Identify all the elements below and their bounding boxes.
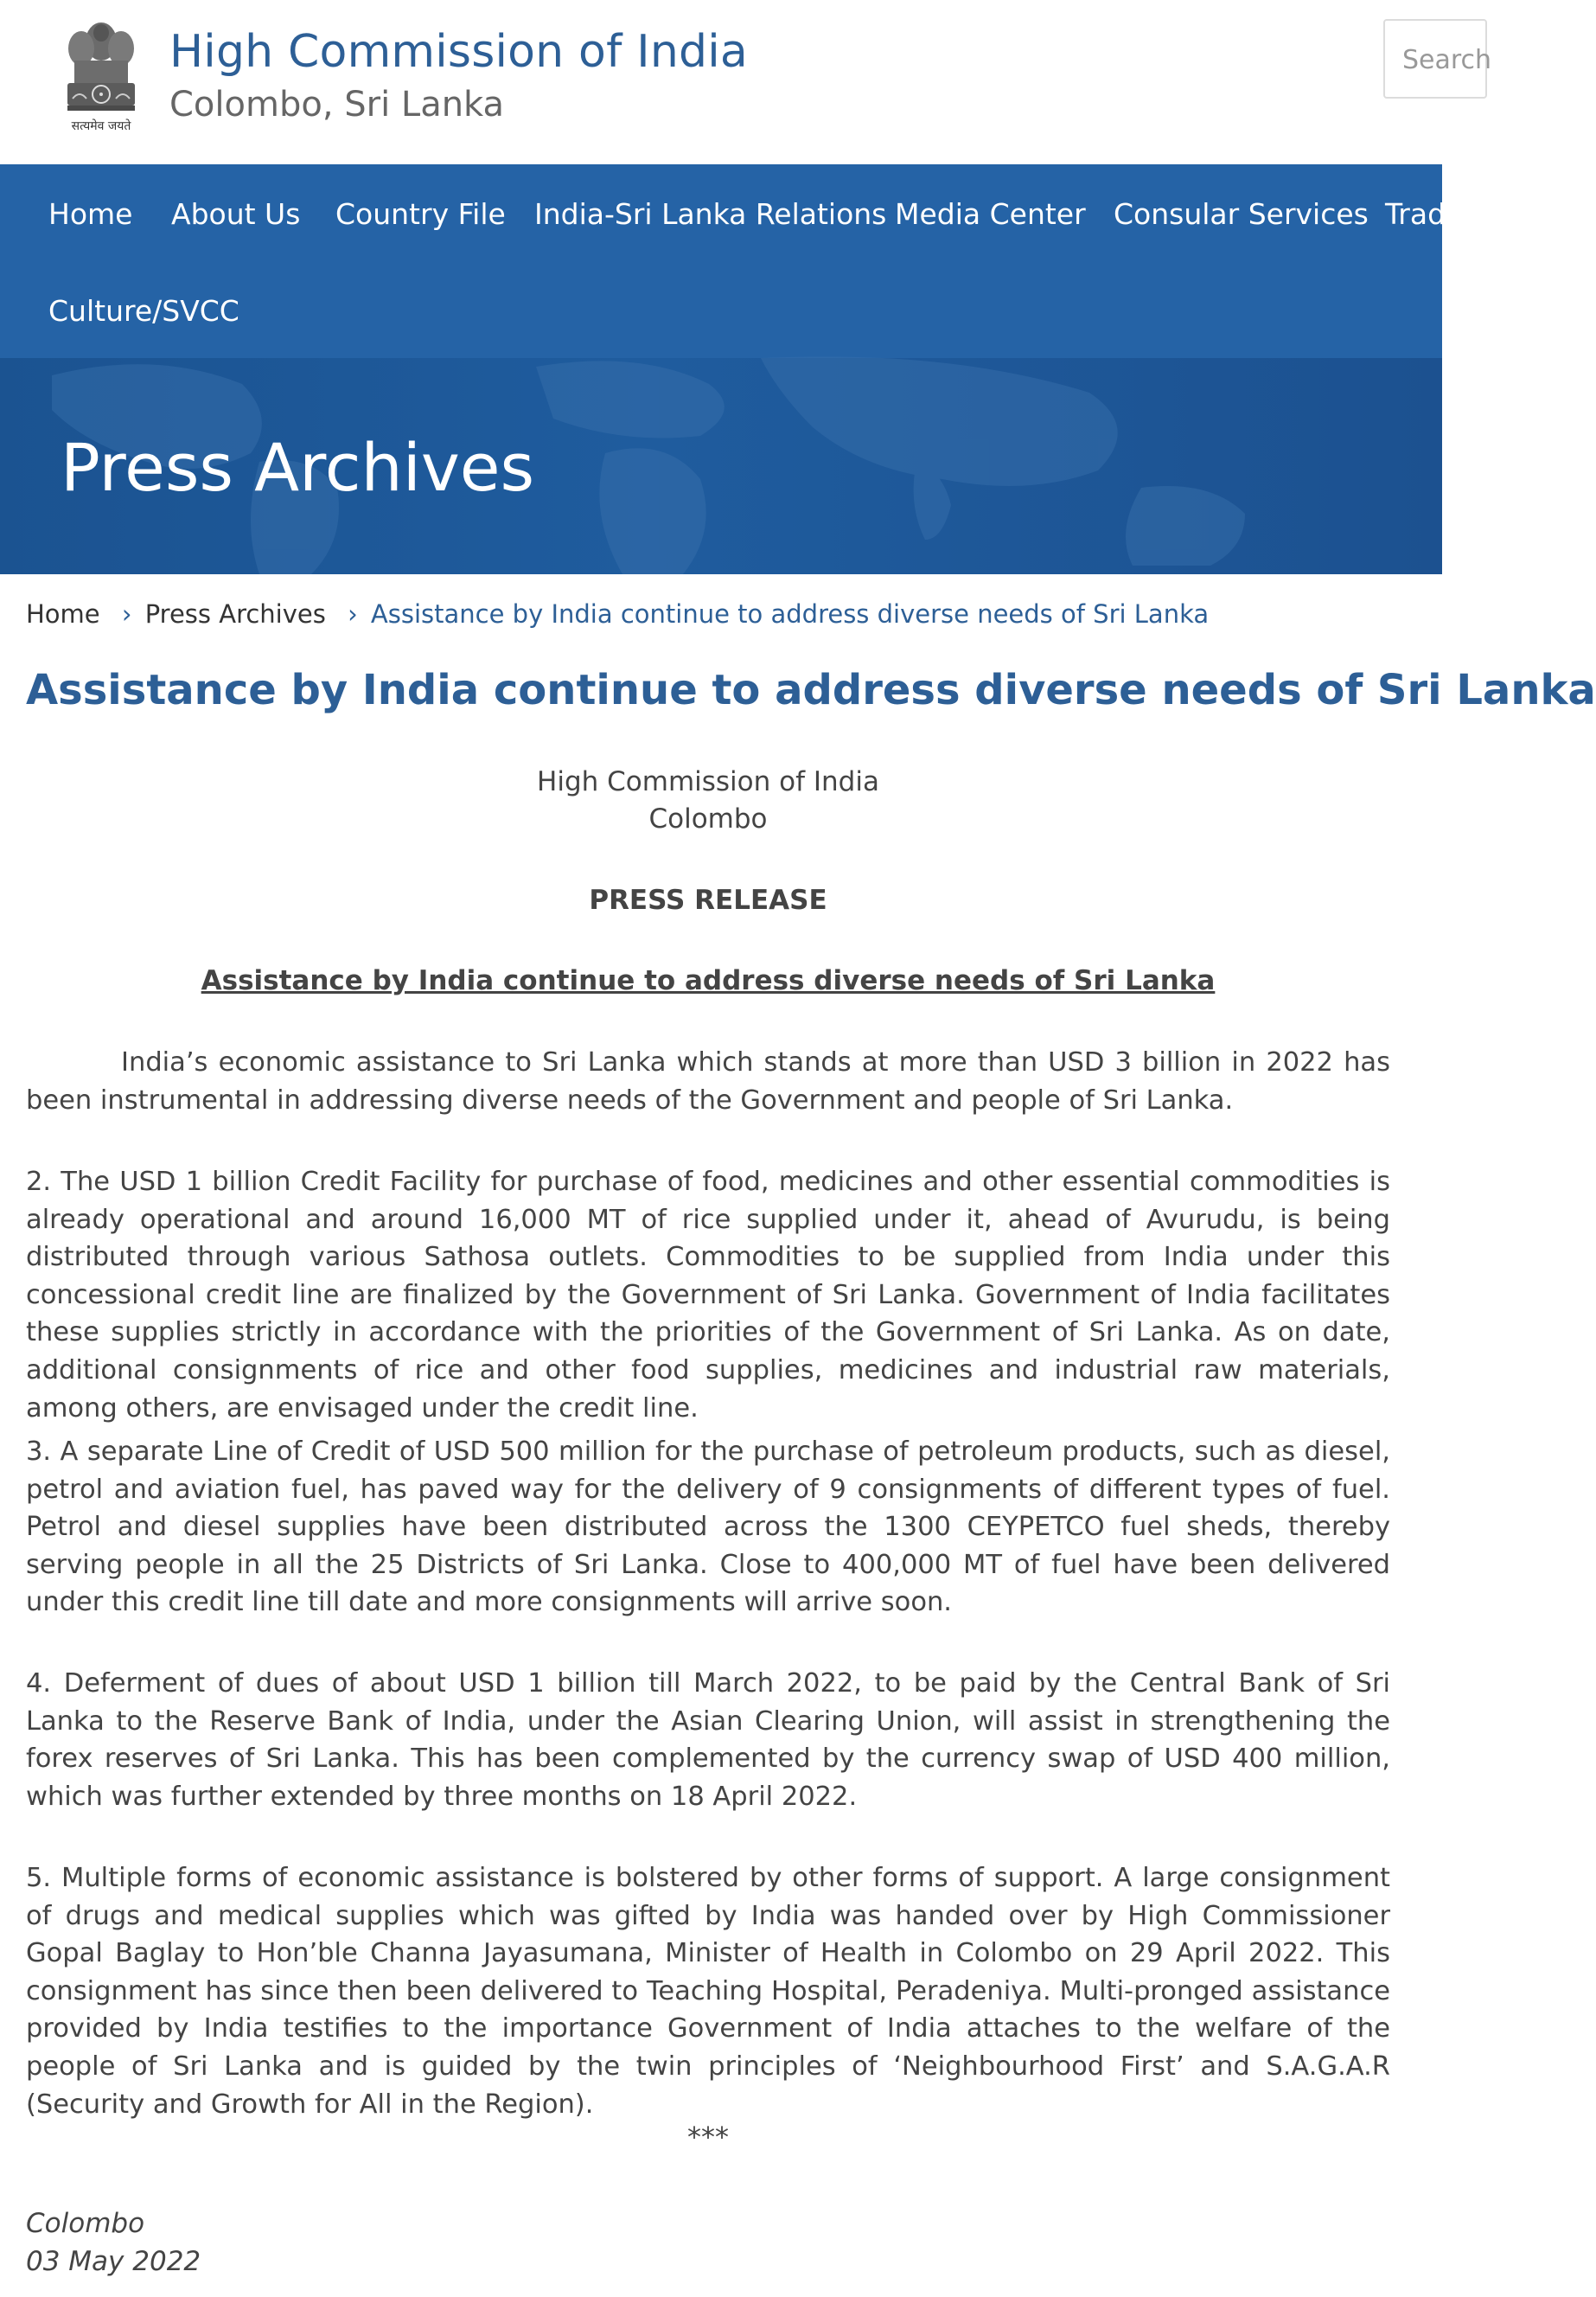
issuer-line-1: High Commission of India	[537, 766, 879, 797]
main-navigation	[0, 164, 1464, 358]
nav-item-india-sri-lanka-relations[interactable]: India-Sri Lanka Relations	[534, 197, 887, 231]
breadcrumb-separator: ›	[121, 599, 132, 629]
press-release-subject: Assistance by India continue to address diverse needs of Sri Lanka	[201, 965, 1216, 996]
site-subtitle: Colombo, Sri Lanka	[169, 85, 505, 125]
paragraph-1	[26, 1044, 1390, 1119]
nav-item-media-center[interactable]: Media Center	[895, 197, 1086, 231]
nav-item-trade[interactable]: Trade	[1385, 197, 1464, 231]
site-header	[0, 0, 1492, 164]
national-emblem-logo[interactable]	[54, 16, 149, 137]
nav-item-culture-svcc[interactable]: Culture/SVCC	[48, 294, 239, 328]
breadcrumb-separator: ›	[348, 599, 358, 629]
breadcrumb-press-archives-link[interactable]: Press Archives	[144, 599, 326, 629]
nav-item-country-file[interactable]: Country File	[335, 197, 506, 231]
release-date: 03 May 2022	[26, 2246, 201, 2277]
breadcrumb-current-page[interactable]: Assistance by India continue to address diverse needs of Sri Lanka	[370, 599, 1210, 629]
paragraph-5: 5. Multiple forms of economic assistance is bolstered by other forms of support. A large consignment of drugs and medical supplies which was gifted by India was handed over by High Commissioner Gopal Baglay to Hon’ble Channa Jayasumana, Minister of Health in Colombo on 29 April 2022. This consignment has since then been delivered to Teaching Hospital, Peradeniya. Multi-pronged assistance provided by India testifies to the importance Government of India attaches to the welfare of the people of Sri Lanka and is guided by the twin principles of ‘Neighbourhood First’ and S.A.G.A.R (Security and Growth for All in the Region).	[26, 1863, 1390, 2120]
paragraph-2: 2. The USD 1 billion Credit Facility for purchase of food, medicines and other essential commodities is already operational and around 16,000 MT of rice supplied under it, ahead of Avurudu, is being distributed through various Sathosa outlets. Commodities to be supplied from India under this concessional credit line are finalized by the Government of Sri Lanka. Government of India facilitates these supplies strictly in accordance with the priorities of the Government of Sri Lanka. As on date, additional consignments of rice and other food supplies, medicines and industrial raw materials, among others, are envisaged under the credit line.	[26, 1167, 1390, 1424]
banner-title: Press Archives	[61, 429, 535, 506]
nav-item-consular-services[interactable]: Consular Services	[1114, 197, 1369, 231]
nav-item-about-us[interactable]: About Us	[171, 197, 301, 231]
site-title[interactable]: High Commission of India	[169, 26, 748, 78]
breadcrumb	[26, 599, 1209, 629]
paragraph-4: 4. Deferment of dues of about USD 1 billion till March 2022, to be paid by the Central Bank of Sri Lanka to the Reserve Bank of India, under the Asian Clearing Union, will assist in strengthening the forex reserves of Sri Lanka. This has been complemented by the currency swap of USD 400 million, which was further extended by three months on 18 April 2022.	[26, 1668, 1390, 1812]
end-marker: ***	[687, 2121, 729, 2153]
press-release-label: PRESS RELEASE	[589, 885, 827, 916]
article-title: Assistance by India continue to address diverse needs of Sri Lanka	[26, 666, 1596, 714]
breadcrumb-home-link[interactable]: Home	[26, 599, 100, 629]
release-place: Colombo	[26, 2208, 145, 2239]
issuer-line-2: Colombo	[648, 803, 768, 835]
nav-item-home[interactable]: Home	[48, 197, 133, 231]
emblem-caption: सत्यमेव जयते	[71, 119, 131, 133]
paragraph-3: 3. A separate Line of Credit of USD 500 million for the purchase of petroleum products, such as diesel, petrol and aviation fuel, has paved way for the delivery of 9 consignments of different types of fuel. Petrol and diesel supplies have been distributed across the 1300 CEYPETCO fuel sheds, thereby serving people in all the 25 Districts of Sri Lanka. Close to 400,000 MT of fuel have been delivered under this credit line till date and more consignments will arrive soon.	[26, 1436, 1390, 1618]
search-input[interactable]: Search	[1383, 19, 1487, 99]
paragraph-1-text: India’s economic assistance to Sri Lanka which stands at more than USD 3 billion in 2022 has been instrumental in addressing diverse needs of the Government and people of Sri Lanka.	[26, 1047, 1390, 1116]
page-banner	[0, 358, 1442, 574]
